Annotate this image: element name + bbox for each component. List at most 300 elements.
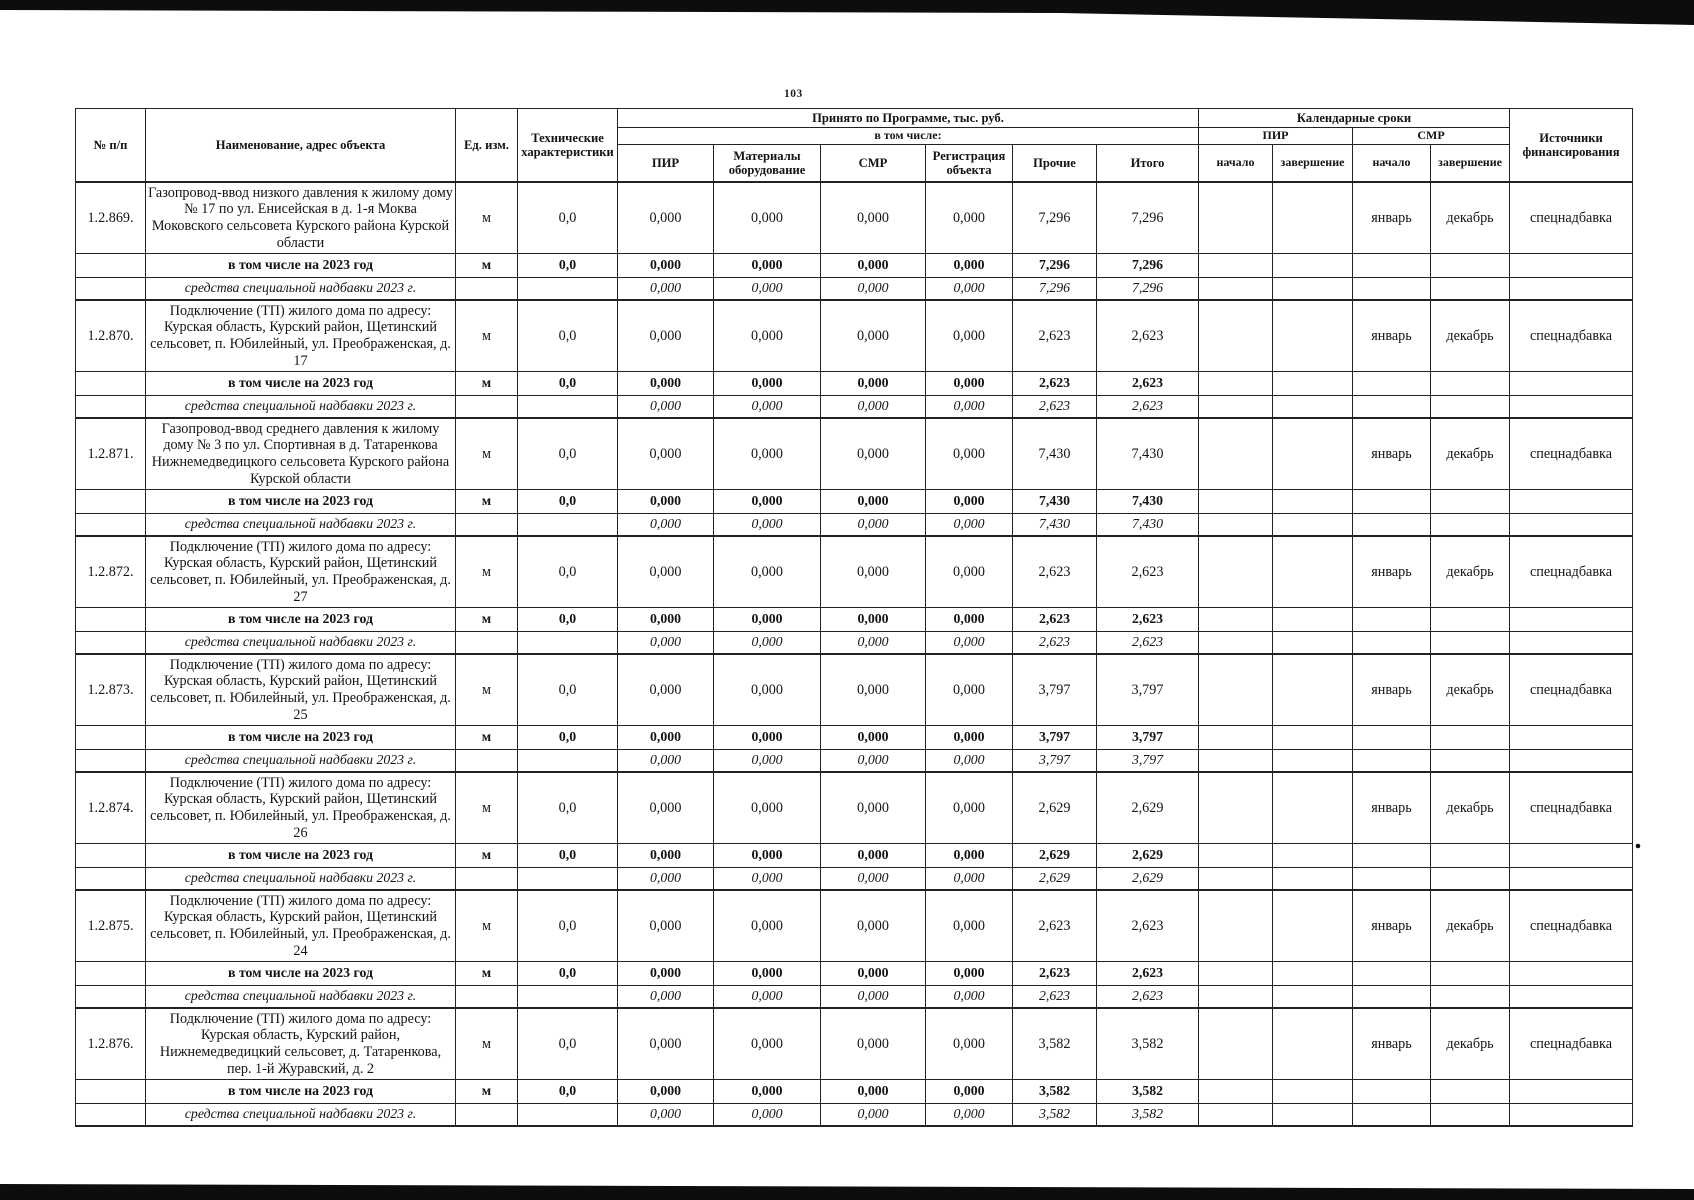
object-row: [76, 1008, 1633, 1080]
pir-end-cell: [1273, 890, 1353, 962]
object-name-cell: Газопровод-ввод среднего давления к жилому дому № 3 по ул. Спортивная в д. Татаренкова Нижнемедведицкого сельсовета Курского района Курской области: [146, 418, 456, 490]
smr-start-cell: [1353, 1080, 1431, 1104]
smr-value-cell: 0,000: [821, 490, 926, 514]
special-allowance-subrow: [76, 986, 1633, 1009]
materials-value-cell: 0,000: [714, 372, 821, 396]
smr-end-cell: [1431, 962, 1510, 986]
materials-value-cell: 0,000: [714, 962, 821, 986]
pir-value-cell: 0,000: [618, 396, 714, 419]
object-row: [76, 654, 1633, 726]
other-value-cell: 3,797: [1013, 726, 1097, 750]
other-value-cell: 3,582: [1013, 1104, 1097, 1127]
smr-start-cell: январь: [1353, 890, 1431, 962]
smr-start-cell: [1353, 1104, 1431, 1127]
total-value-cell: 2,623: [1097, 962, 1199, 986]
smr-start-cell: [1353, 632, 1431, 655]
header-including: в том числе:: [618, 128, 1199, 145]
pir-value-cell: 0,000: [618, 490, 714, 514]
table-header: [76, 109, 1633, 183]
pir-end-cell: [1273, 868, 1353, 891]
smr-end-cell: [1431, 278, 1510, 301]
other-value-cell: 7,296: [1013, 254, 1097, 278]
header-calendar-pir: ПИР: [1199, 128, 1353, 145]
smr-start-cell: [1353, 396, 1431, 419]
row-id-cell: 1.2.873.: [76, 654, 146, 726]
smr-value-cell: 0,000: [821, 1104, 926, 1127]
materials-value-cell: 0,000: [714, 750, 821, 773]
pir-value-cell: 0,000: [618, 750, 714, 773]
funding-source-cell: [1510, 608, 1633, 632]
registration-value-cell: 0,000: [926, 1008, 1013, 1080]
smr-end-cell: [1431, 844, 1510, 868]
unit-cell: м: [456, 654, 518, 726]
pir-value-cell: 0,000: [618, 844, 714, 868]
pir-start-cell: [1199, 182, 1273, 254]
row-id-cell: [76, 254, 146, 278]
total-value-cell: 3,797: [1097, 726, 1199, 750]
smr-value-cell: 0,000: [821, 536, 926, 608]
smr-end-cell: [1431, 726, 1510, 750]
funding-source-cell: спецнадбавка: [1510, 300, 1633, 372]
tech-cell: 0,0: [518, 1008, 618, 1080]
pir-start-cell: [1199, 750, 1273, 773]
materials-value-cell: 0,000: [714, 868, 821, 891]
registration-value-cell: 0,000: [926, 182, 1013, 254]
unit-cell: [456, 514, 518, 537]
materials-value-cell: 0,000: [714, 300, 821, 372]
pir-value-cell: 0,000: [618, 726, 714, 750]
smr-end-cell: [1431, 632, 1510, 655]
other-value-cell: 2,623: [1013, 890, 1097, 962]
header-num: № п/п: [76, 109, 146, 183]
funding-source-cell: спецнадбавка: [1510, 418, 1633, 490]
smr-start-cell: [1353, 844, 1431, 868]
special-allowance-label: средства специальной надбавки 2023 г.: [146, 1104, 456, 1127]
smr-value-cell: 0,000: [821, 372, 926, 396]
smr-end-cell: декабрь: [1431, 536, 1510, 608]
year-2023-subrow: [76, 726, 1633, 750]
object-row: [76, 418, 1633, 490]
year-2023-subrow: [76, 844, 1633, 868]
smr-start-cell: [1353, 750, 1431, 773]
pir-value-cell: 0,000: [618, 1104, 714, 1127]
smr-value-cell: 0,000: [821, 1008, 926, 1080]
pir-start-cell: [1199, 726, 1273, 750]
total-value-cell: 2,623: [1097, 632, 1199, 655]
pir-end-cell: [1273, 1008, 1353, 1080]
smr-value-cell: 0,000: [821, 986, 926, 1009]
pir-start-cell: [1199, 654, 1273, 726]
materials-value-cell: 0,000: [714, 490, 821, 514]
smr-value-cell: 0,000: [821, 844, 926, 868]
pir-end-cell: [1273, 514, 1353, 537]
pir-end-cell: [1273, 372, 1353, 396]
tech-cell: 0,0: [518, 418, 618, 490]
smr-end-cell: [1431, 750, 1510, 773]
special-allowance-label: средства специальной надбавки 2023 г.: [146, 750, 456, 773]
special-allowance-label: средства специальной надбавки 2023 г.: [146, 396, 456, 419]
pir-value-cell: 0,000: [618, 372, 714, 396]
registration-value-cell: 0,000: [926, 868, 1013, 891]
pir-start-cell: [1199, 1080, 1273, 1104]
row-id-cell: [76, 750, 146, 773]
materials-value-cell: 0,000: [714, 632, 821, 655]
pir-start-cell: [1199, 254, 1273, 278]
object-row: [76, 772, 1633, 844]
pir-end-cell: [1273, 536, 1353, 608]
unit-cell: м: [456, 300, 518, 372]
header-calendar-smr: СМР: [1353, 128, 1510, 145]
registration-value-cell: 0,000: [926, 1080, 1013, 1104]
special-allowance-subrow: [76, 396, 1633, 419]
special-allowance-subrow: [76, 750, 1633, 773]
materials-value-cell: 0,000: [714, 418, 821, 490]
other-value-cell: 3,797: [1013, 654, 1097, 726]
tech-cell: [518, 514, 618, 537]
header-other: Прочие: [1013, 145, 1097, 183]
total-value-cell: 2,623: [1097, 536, 1199, 608]
pir-value-cell: 0,000: [618, 1080, 714, 1104]
row-id-cell: [76, 1080, 146, 1104]
total-value-cell: 2,629: [1097, 772, 1199, 844]
year-2023-subrow: [76, 254, 1633, 278]
pir-start-cell: [1199, 396, 1273, 419]
funding-source-cell: [1510, 1080, 1633, 1104]
other-value-cell: 7,430: [1013, 514, 1097, 537]
other-value-cell: 7,430: [1013, 490, 1097, 514]
tech-cell: 0,0: [518, 490, 618, 514]
row-id-cell: [76, 372, 146, 396]
object-row: [76, 536, 1633, 608]
pir-start-cell: [1199, 536, 1273, 608]
funding-source-cell: [1510, 750, 1633, 773]
unit-cell: [456, 750, 518, 773]
smr-end-cell: [1431, 372, 1510, 396]
smr-value-cell: 0,000: [821, 182, 926, 254]
pir-end-cell: [1273, 278, 1353, 301]
materials-value-cell: 0,000: [714, 254, 821, 278]
pir-start-cell: [1199, 418, 1273, 490]
row-id-cell: [76, 396, 146, 419]
subtotal-2023-label: в том числе на 2023 год: [146, 726, 456, 750]
registration-value-cell: 0,000: [926, 300, 1013, 372]
object-name-cell: Газопровод-ввод низкого давления к жилому дому № 17 по ул. Енисейская в д. 1-я Моква Моковского сельсовета Курского района Курской области: [146, 182, 456, 254]
funding-source-cell: [1510, 278, 1633, 301]
smr-value-cell: 0,000: [821, 750, 926, 773]
registration-value-cell: 0,000: [926, 490, 1013, 514]
smr-end-cell: декабрь: [1431, 1008, 1510, 1080]
tech-cell: [518, 396, 618, 419]
funding-source-cell: [1510, 514, 1633, 537]
pir-end-cell: [1273, 490, 1353, 514]
smr-value-cell: 0,000: [821, 514, 926, 537]
smr-value-cell: 0,000: [821, 726, 926, 750]
total-value-cell: 7,430: [1097, 514, 1199, 537]
unit-cell: [456, 278, 518, 301]
pir-value-cell: 0,000: [618, 1008, 714, 1080]
pir-end-cell: [1273, 418, 1353, 490]
registration-value-cell: 0,000: [926, 962, 1013, 986]
smr-end-cell: декабрь: [1431, 300, 1510, 372]
tech-cell: [518, 278, 618, 301]
object-name-cell: Подключение (ТП) жилого дома по адресу: Курская область, Курский район, Щетинский сельсовет, п. Юбилейный, ул. Преображенская, д. 25: [146, 654, 456, 726]
tech-cell: [518, 750, 618, 773]
subtotal-2023-label: в том числе на 2023 год: [146, 844, 456, 868]
funding-source-cell: спецнадбавка: [1510, 890, 1633, 962]
tech-cell: 0,0: [518, 1080, 618, 1104]
funding-source-cell: [1510, 962, 1633, 986]
subtotal-2023-label: в том числе на 2023 год: [146, 962, 456, 986]
pir-value-cell: 0,000: [618, 254, 714, 278]
other-value-cell: 2,623: [1013, 396, 1097, 419]
special-allowance-subrow: [76, 278, 1633, 301]
special-allowance-subrow: [76, 632, 1633, 655]
row-id-cell: [76, 986, 146, 1009]
header-total: Итого: [1097, 145, 1199, 183]
tech-cell: [518, 986, 618, 1009]
pir-end-cell: [1273, 254, 1353, 278]
other-value-cell: 2,623: [1013, 536, 1097, 608]
smr-value-cell: 0,000: [821, 772, 926, 844]
smr-end-cell: [1431, 514, 1510, 537]
unit-cell: м: [456, 490, 518, 514]
row-id-cell: [76, 490, 146, 514]
tech-cell: [518, 1104, 618, 1127]
pir-start-cell: [1199, 514, 1273, 537]
smr-value-cell: 0,000: [821, 300, 926, 372]
funding-source-cell: [1510, 868, 1633, 891]
other-value-cell: 2,629: [1013, 772, 1097, 844]
smr-value-cell: 0,000: [821, 962, 926, 986]
unit-cell: м: [456, 844, 518, 868]
smr-value-cell: 0,000: [821, 890, 926, 962]
other-value-cell: 7,296: [1013, 182, 1097, 254]
registration-value-cell: 0,000: [926, 514, 1013, 537]
smr-start-cell: январь: [1353, 418, 1431, 490]
pir-start-cell: [1199, 372, 1273, 396]
smr-start-cell: [1353, 514, 1431, 537]
smr-value-cell: 0,000: [821, 396, 926, 419]
materials-value-cell: 0,000: [714, 1080, 821, 1104]
registration-value-cell: 0,000: [926, 1104, 1013, 1127]
other-value-cell: 2,623: [1013, 962, 1097, 986]
pir-start-cell: [1199, 962, 1273, 986]
header-pir-end: завершение: [1273, 145, 1353, 183]
other-value-cell: 2,629: [1013, 844, 1097, 868]
smr-end-cell: декабрь: [1431, 182, 1510, 254]
special-allowance-label: средства специальной надбавки 2023 г.: [146, 514, 456, 537]
tech-cell: 0,0: [518, 654, 618, 726]
row-id-cell: [76, 726, 146, 750]
other-value-cell: 2,623: [1013, 300, 1097, 372]
header-name: Наименование, адрес объекта: [146, 109, 456, 183]
pir-start-cell: [1199, 772, 1273, 844]
smr-end-cell: [1431, 396, 1510, 419]
smr-start-cell: январь: [1353, 772, 1431, 844]
unit-cell: м: [456, 536, 518, 608]
smr-start-cell: январь: [1353, 536, 1431, 608]
year-2023-subrow: [76, 490, 1633, 514]
header-calendar-group: Календарные сроки: [1199, 109, 1510, 128]
header-unit: Ед. изм.: [456, 109, 518, 183]
smr-end-cell: [1431, 1104, 1510, 1127]
year-2023-subrow: [76, 962, 1633, 986]
tech-cell: 0,0: [518, 300, 618, 372]
total-value-cell: 3,582: [1097, 1080, 1199, 1104]
smr-end-cell: [1431, 1080, 1510, 1104]
other-value-cell: 7,296: [1013, 278, 1097, 301]
materials-value-cell: 0,000: [714, 890, 821, 962]
smr-end-cell: [1431, 254, 1510, 278]
smr-start-cell: январь: [1353, 1008, 1431, 1080]
tech-cell: 0,0: [518, 182, 618, 254]
unit-cell: м: [456, 1080, 518, 1104]
year-2023-subrow: [76, 608, 1633, 632]
total-value-cell: 3,797: [1097, 654, 1199, 726]
smr-value-cell: 0,000: [821, 608, 926, 632]
pir-value-cell: 0,000: [618, 536, 714, 608]
unit-cell: [456, 396, 518, 419]
scan-bar-top: [0, 0, 1694, 25]
header-smr-end: завершение: [1431, 145, 1510, 183]
tech-cell: 0,0: [518, 254, 618, 278]
other-value-cell: 2,623: [1013, 372, 1097, 396]
header-materials: Материалы оборудование: [714, 145, 821, 183]
subtotal-2023-label: в том числе на 2023 год: [146, 490, 456, 514]
pir-value-cell: 0,000: [618, 772, 714, 844]
scan-bar-bottom: [0, 1184, 1694, 1200]
special-allowance-label: средства специальной надбавки 2023 г.: [146, 868, 456, 891]
pir-end-cell: [1273, 962, 1353, 986]
tech-cell: 0,0: [518, 844, 618, 868]
object-name-cell: Подключение (ТП) жилого дома по адресу: Курская область, Курский район, Щетинский сельсовет, п. Юбилейный, ул. Преображенская, д. 24: [146, 890, 456, 962]
header-registration: Регистрация объекта: [926, 145, 1013, 183]
materials-value-cell: 0,000: [714, 1104, 821, 1127]
tech-cell: 0,0: [518, 726, 618, 750]
other-value-cell: 2,623: [1013, 986, 1097, 1009]
object-row: [76, 890, 1633, 962]
smr-value-cell: 0,000: [821, 868, 926, 891]
object-name-cell: Подключение (ТП) жилого дома по адресу: Курская область, Курский район, Щетинский сельсовет, п. Юбилейный, ул. Преображенская, д. 26: [146, 772, 456, 844]
total-value-cell: 2,623: [1097, 396, 1199, 419]
pir-end-cell: [1273, 1080, 1353, 1104]
registration-value-cell: 0,000: [926, 278, 1013, 301]
pir-end-cell: [1273, 750, 1353, 773]
smr-start-cell: [1353, 278, 1431, 301]
funding-source-cell: [1510, 632, 1633, 655]
smr-end-cell: декабрь: [1431, 418, 1510, 490]
pir-start-cell: [1199, 632, 1273, 655]
total-value-cell: 7,296: [1097, 182, 1199, 254]
smr-start-cell: [1353, 608, 1431, 632]
pir-end-cell: [1273, 726, 1353, 750]
pir-end-cell: [1273, 772, 1353, 844]
total-value-cell: 2,629: [1097, 844, 1199, 868]
unit-cell: м: [456, 254, 518, 278]
unit-cell: м: [456, 418, 518, 490]
other-value-cell: 3,797: [1013, 750, 1097, 773]
row-id-cell: [76, 514, 146, 537]
other-value-cell: 3,582: [1013, 1080, 1097, 1104]
tech-cell: 0,0: [518, 536, 618, 608]
registration-value-cell: 0,000: [926, 254, 1013, 278]
materials-value-cell: 0,000: [714, 608, 821, 632]
pir-start-cell: [1199, 278, 1273, 301]
funding-source-cell: [1510, 1104, 1633, 1127]
registration-value-cell: 0,000: [926, 986, 1013, 1009]
pir-end-cell: [1273, 300, 1353, 372]
pir-end-cell: [1273, 1104, 1353, 1127]
registration-value-cell: 0,000: [926, 536, 1013, 608]
total-value-cell: 7,296: [1097, 254, 1199, 278]
header-program-group: Принято по Программе, тыс. руб.: [618, 109, 1199, 128]
registration-value-cell: 0,000: [926, 772, 1013, 844]
smr-value-cell: 0,000: [821, 278, 926, 301]
row-id-cell: 1.2.874.: [76, 772, 146, 844]
year-2023-subrow: [76, 372, 1633, 396]
pir-value-cell: 0,000: [618, 514, 714, 537]
row-id-cell: [76, 844, 146, 868]
unit-cell: м: [456, 726, 518, 750]
materials-value-cell: 0,000: [714, 986, 821, 1009]
pir-value-cell: 0,000: [618, 868, 714, 891]
funding-source-cell: [1510, 396, 1633, 419]
other-value-cell: 2,623: [1013, 608, 1097, 632]
unit-cell: м: [456, 772, 518, 844]
smr-end-cell: декабрь: [1431, 890, 1510, 962]
object-name-cell: Подключение (ТП) жилого дома по адресу: Курская область, Курский район, Щетинский сельсовет, п. Юбилейный, ул. Преображенская, д. 27: [146, 536, 456, 608]
header-sources: Источники финансирования: [1510, 109, 1633, 183]
header-tech: Технические характеристики: [518, 109, 618, 183]
registration-value-cell: 0,000: [926, 372, 1013, 396]
tech-cell: 0,0: [518, 890, 618, 962]
other-value-cell: 7,430: [1013, 418, 1097, 490]
registration-value-cell: 0,000: [926, 890, 1013, 962]
funding-source-cell: спецнадбавка: [1510, 772, 1633, 844]
materials-value-cell: 0,000: [714, 654, 821, 726]
registration-value-cell: 0,000: [926, 418, 1013, 490]
pir-value-cell: 0,000: [618, 962, 714, 986]
registration-value-cell: 0,000: [926, 654, 1013, 726]
funding-source-cell: [1510, 490, 1633, 514]
smr-end-cell: декабрь: [1431, 654, 1510, 726]
tech-cell: 0,0: [518, 608, 618, 632]
materials-value-cell: 0,000: [714, 182, 821, 254]
funding-source-cell: [1510, 372, 1633, 396]
smr-value-cell: 0,000: [821, 654, 926, 726]
smr-end-cell: [1431, 490, 1510, 514]
registration-value-cell: 0,000: [926, 608, 1013, 632]
funding-source-cell: спецнадбавка: [1510, 182, 1633, 254]
funding-source-cell: [1510, 986, 1633, 1009]
smr-start-cell: [1353, 986, 1431, 1009]
header-smr-start: начало: [1353, 145, 1431, 183]
row-id-cell: [76, 608, 146, 632]
special-allowance-label: средства специальной надбавки 2023 г.: [146, 278, 456, 301]
materials-value-cell: 0,000: [714, 536, 821, 608]
smr-end-cell: [1431, 868, 1510, 891]
row-id-cell: 1.2.869.: [76, 182, 146, 254]
other-value-cell: 3,582: [1013, 1008, 1097, 1080]
funding-source-cell: спецнадбавка: [1510, 654, 1633, 726]
row-id-cell: 1.2.872.: [76, 536, 146, 608]
subtotal-2023-label: в том числе на 2023 год: [146, 1080, 456, 1104]
smr-value-cell: 0,000: [821, 418, 926, 490]
special-allowance-subrow: [76, 514, 1633, 537]
unit-cell: м: [456, 372, 518, 396]
program-objects-table: [75, 108, 1633, 1127]
materials-value-cell: 0,000: [714, 514, 821, 537]
